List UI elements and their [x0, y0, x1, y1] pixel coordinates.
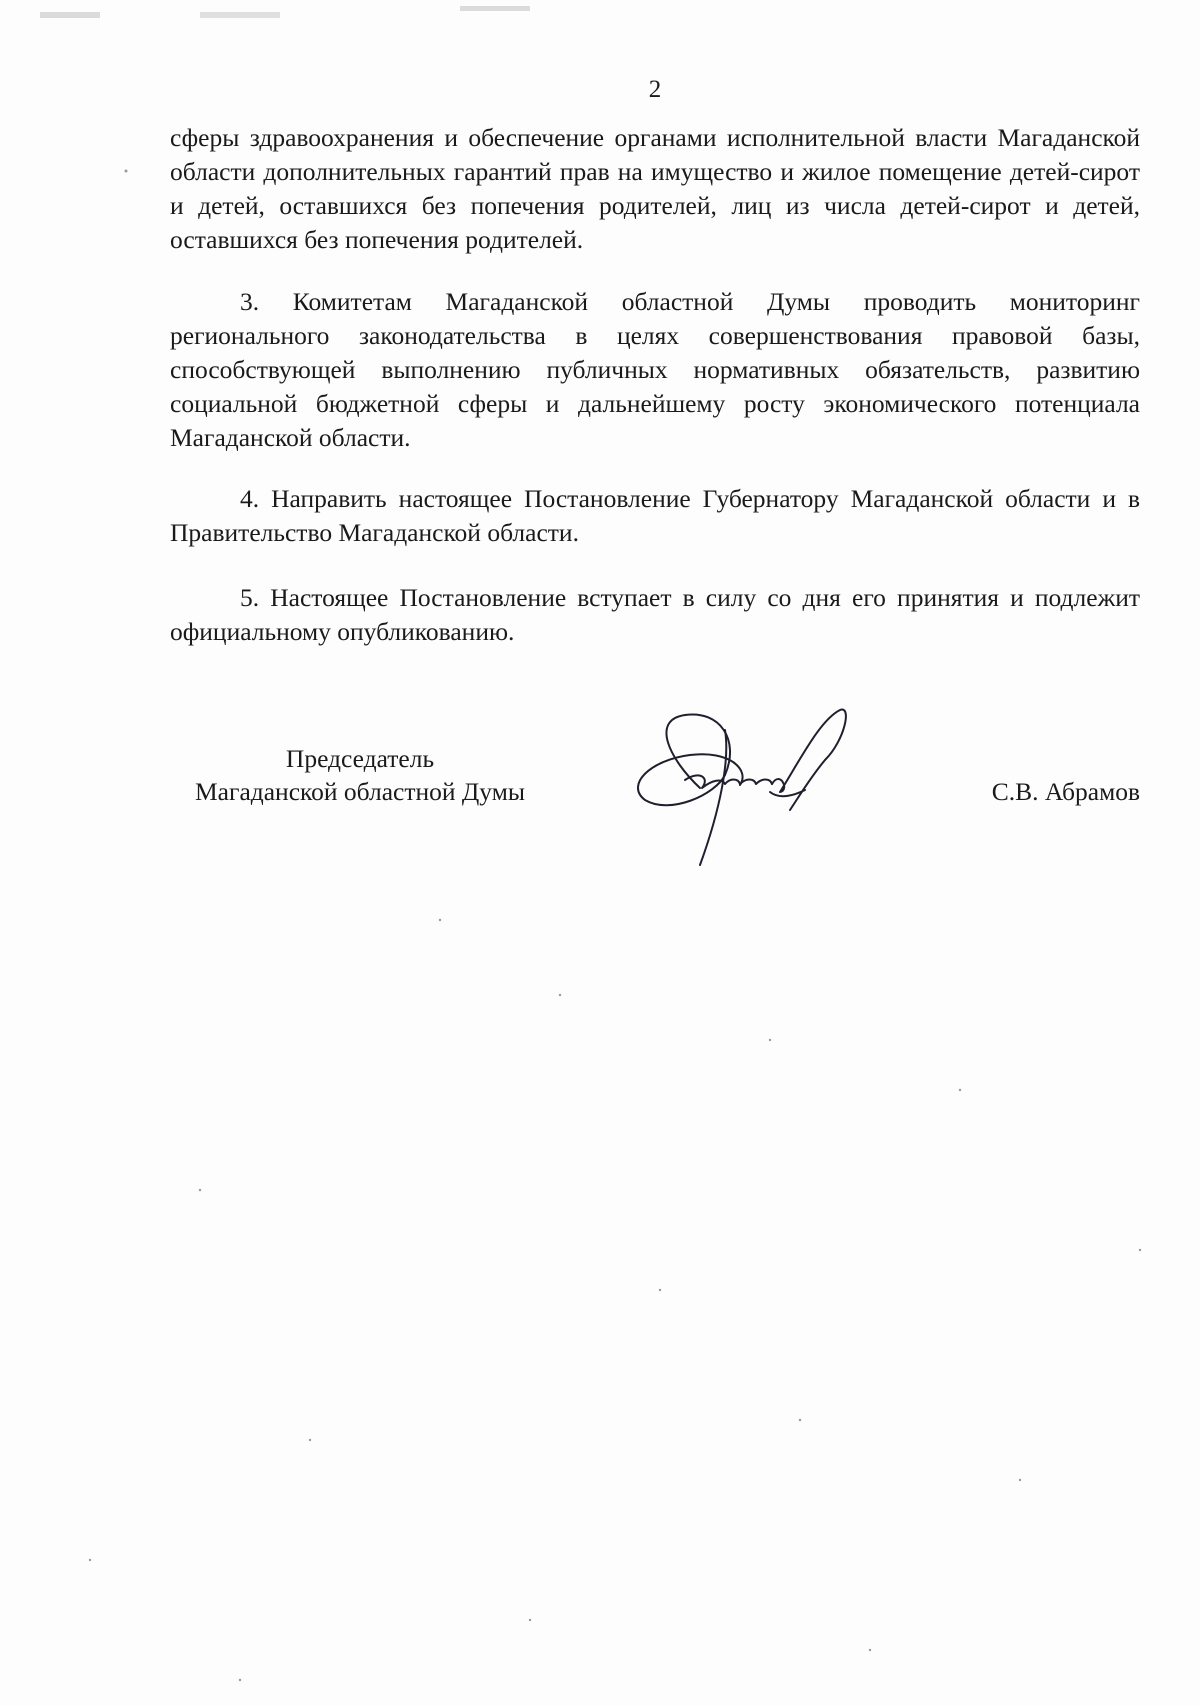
signatory-title-line1: Председатель: [285, 744, 435, 773]
signatory-title: [170, 742, 550, 808]
paragraph-item-5: 5. Настоящее Постановление вступает в силу со дня его принятия и подлежит официальному опубликованию.: [170, 583, 1140, 646]
paragraph-item-4: 4. Направить настоящее Постановление Губернатору Магаданской области и в Правительство Магаданской области.: [170, 484, 1140, 547]
signatory-title-line2: Магаданской областной Думы: [195, 777, 525, 806]
handwritten-signature-icon: [630, 700, 880, 870]
signatory-name: С.В. Абрамов: [991, 777, 1140, 806]
page-number: 2: [648, 76, 662, 103]
paragraph-continuation: сферы здравоохранения и обеспечение органами исполнительной власти Магаданской области дополнительных гарантий прав на имущество и жилое помещение детей-сирот и детей, оставшихся без попечения родителей, лиц из числа детей-сирот и детей, оставшихся без попечения родителей.: [170, 123, 1140, 254]
paragraph-item-3: 3. Комитетам Магаданской областной Думы проводить мониторинг регионального законодательства в целях совершенствования правовой базы, способствующей выполнению публичных нормативных обязательств, развитию социальной бюджетной сферы и дальнейшему росту экономического потенциала Магаданской области.: [170, 287, 1140, 452]
